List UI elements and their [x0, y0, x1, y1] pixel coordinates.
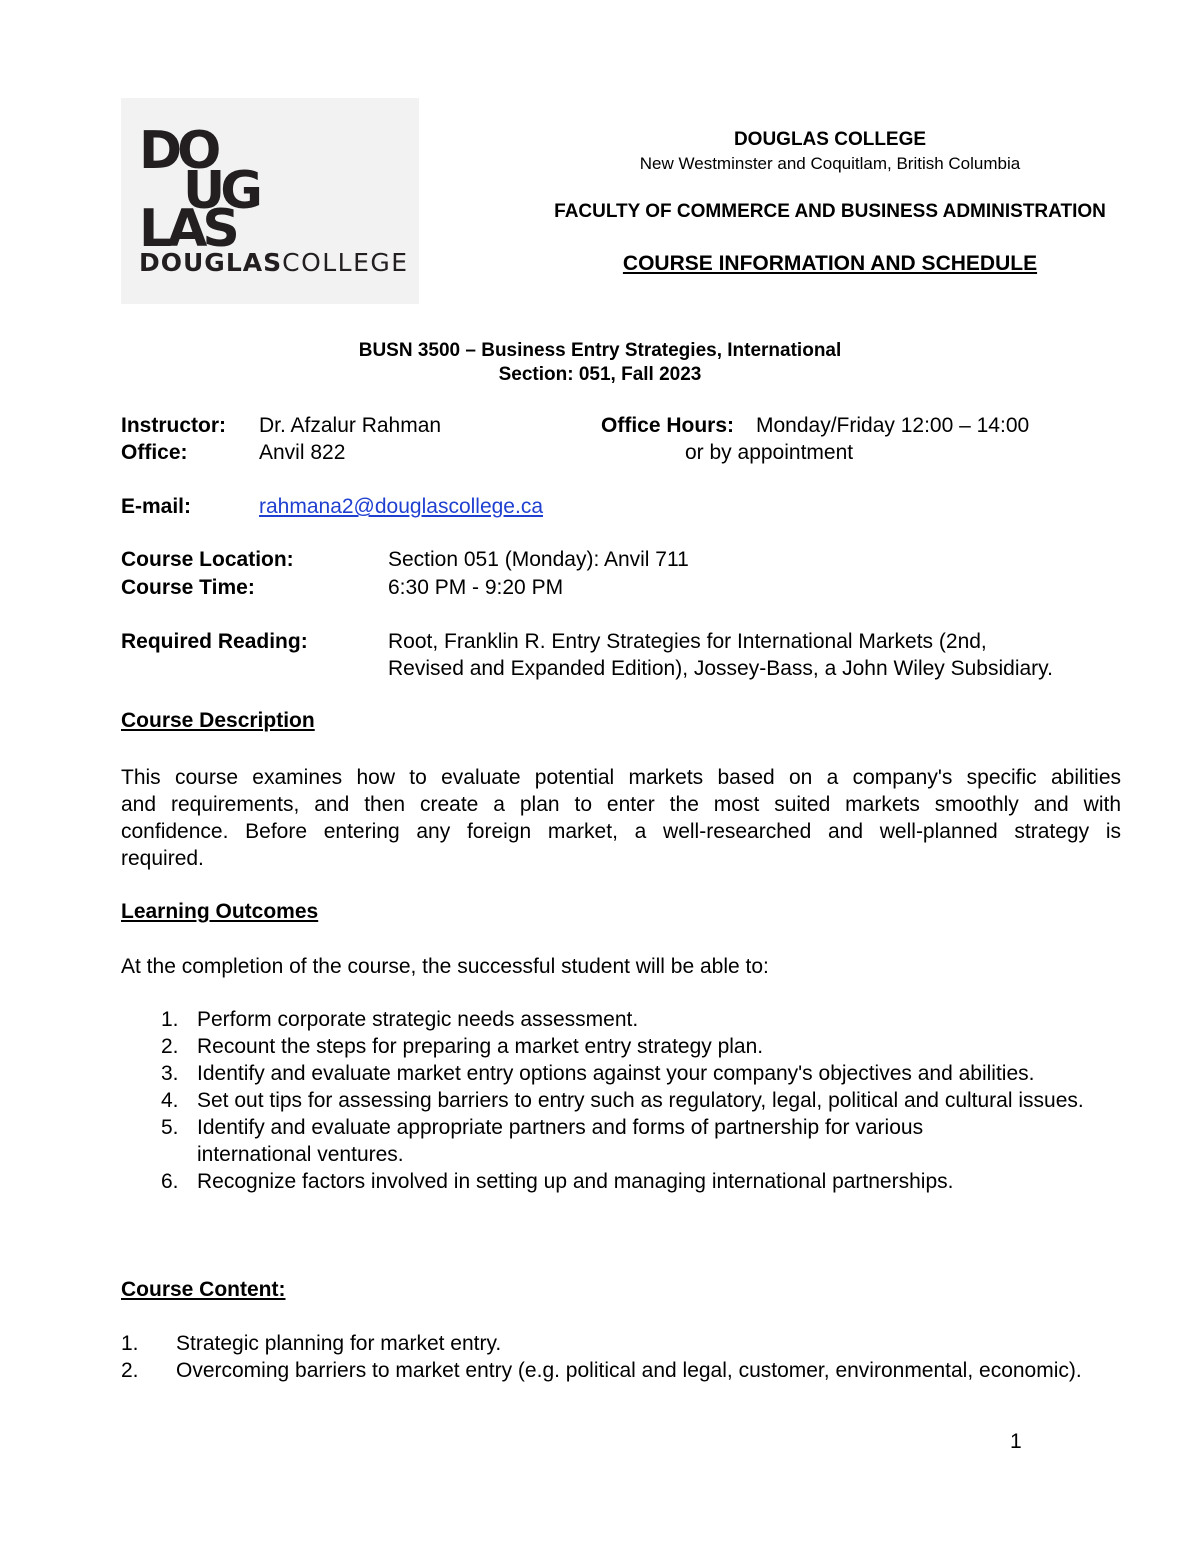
- required-reading-line-1: Root, Franklin R. Entry Strategies for International Markets (2nd,: [388, 630, 987, 653]
- item-text: Perform corporate strategic needs assessment.: [197, 1008, 639, 1031]
- learning-outcomes-heading: Learning Outcomes: [121, 900, 319, 923]
- course-time-label: Course Time:: [121, 576, 255, 599]
- course-section: Section: 051, Fall 2023: [498, 364, 702, 385]
- logo-wordmark-line-1: DO: [139, 121, 217, 181]
- list-item: [121, 1060, 1121, 1087]
- logo-wordmark-line-3: LAS: [139, 199, 235, 259]
- item-number: 1.: [121, 1332, 139, 1355]
- course-description-heading: Course Description: [121, 709, 315, 732]
- list-item: [121, 1006, 1121, 1033]
- required-reading-line-2: Revised and Expanded Edition), Jossey-Bass, a John Wiley Subsidiary.: [388, 657, 1053, 680]
- item-number: 2.: [161, 1035, 179, 1058]
- logo-wordmark-line-2: UG: [183, 161, 258, 221]
- required-reading-label: Required Reading:: [121, 630, 308, 653]
- douglas-college-logo: [121, 98, 419, 304]
- office-hours-label: Office Hours:: [601, 414, 735, 437]
- college-location: New Westminster and Coquitlam, British Columbia: [639, 154, 1021, 173]
- list-item: [121, 1330, 1121, 1357]
- item-number: 2.: [121, 1359, 139, 1382]
- email-label: E-mail:: [121, 495, 192, 518]
- document-title: COURSE INFORMATION AND SCHEDULE: [622, 252, 1038, 275]
- instructor-name: Dr. Afzalur Rahman: [259, 414, 442, 437]
- item-text: Strategic planning for market entry.: [176, 1332, 502, 1355]
- college-name: DOUGLAS COLLEGE: [733, 129, 927, 150]
- course-description-text: [121, 764, 1121, 872]
- learning-outcomes-intro: At the completion of the course, the successful student will be able to:: [121, 955, 769, 978]
- instructor-label: Instructor:: [121, 414, 226, 437]
- item-number: 3.: [161, 1062, 179, 1085]
- item-text: Identify and evaluate market entry options against your company's objectives and abilities.: [197, 1062, 1035, 1085]
- office-label: Office:: [121, 441, 188, 464]
- office-hours-alternative: or by appointment: [685, 441, 854, 464]
- office-room: Anvil 822: [259, 441, 346, 464]
- list-item: [121, 1168, 1121, 1195]
- logo-college-name: DOUGLASCOLLEGE: [139, 248, 409, 277]
- learning-outcomes-list: [121, 1006, 1121, 1195]
- course-content-heading: Course Content:: [121, 1278, 286, 1301]
- list-item: [121, 1114, 1121, 1168]
- office-hours: Monday/Friday 12:00 – 14:00: [756, 414, 1030, 437]
- description-line: This course examines how to evaluate potential markets based on a company's specific abilities: [121, 766, 1121, 789]
- course-content-list: [121, 1330, 1121, 1384]
- item-text: Recognize factors involved in setting up and managing international partnerships.: [197, 1170, 954, 1193]
- course-title: BUSN 3500 – Business Entry Strategies, International: [358, 340, 842, 361]
- list-item: [121, 1087, 1121, 1114]
- description-line: confidence. Before entering any foreign market, a well-researched and well-planned strategy is: [121, 820, 1121, 843]
- list-item: [121, 1357, 1121, 1384]
- course-location-label: Course Location:: [121, 548, 294, 571]
- item-number: 5.: [161, 1116, 179, 1139]
- course-location: Section 051 (Monday): Anvil 711: [388, 548, 689, 571]
- description-line: and requirements, and then create a plan to enter the most suited markets smoothly and with: [121, 793, 1121, 816]
- item-text: Overcoming barriers to market entry (e.g. political and legal, customer, environmental, economic).: [176, 1359, 1082, 1382]
- email-link[interactable]: rahmana2@douglascollege.ca: [259, 495, 544, 518]
- item-number: 1.: [161, 1008, 179, 1031]
- item-text: Identify and evaluate appropriate partners and forms of partnership for various international ventures.: [197, 1116, 924, 1166]
- item-number: 4.: [161, 1089, 179, 1112]
- page-number: 1: [1010, 1430, 1022, 1453]
- description-line: required.: [121, 847, 204, 870]
- item-text: Set out tips for assessing barriers to entry such as regulatory, legal, political and cultural issues.: [197, 1089, 1084, 1112]
- course-time: 6:30 PM - 9:20 PM: [388, 576, 564, 599]
- faculty-name: FACULTY OF COMMERCE AND BUSINESS ADMINISTRATION: [554, 201, 1106, 222]
- list-item: [121, 1033, 1121, 1060]
- item-number: 6.: [161, 1170, 179, 1193]
- item-text: Recount the steps for preparing a market entry strategy plan.: [197, 1035, 764, 1058]
